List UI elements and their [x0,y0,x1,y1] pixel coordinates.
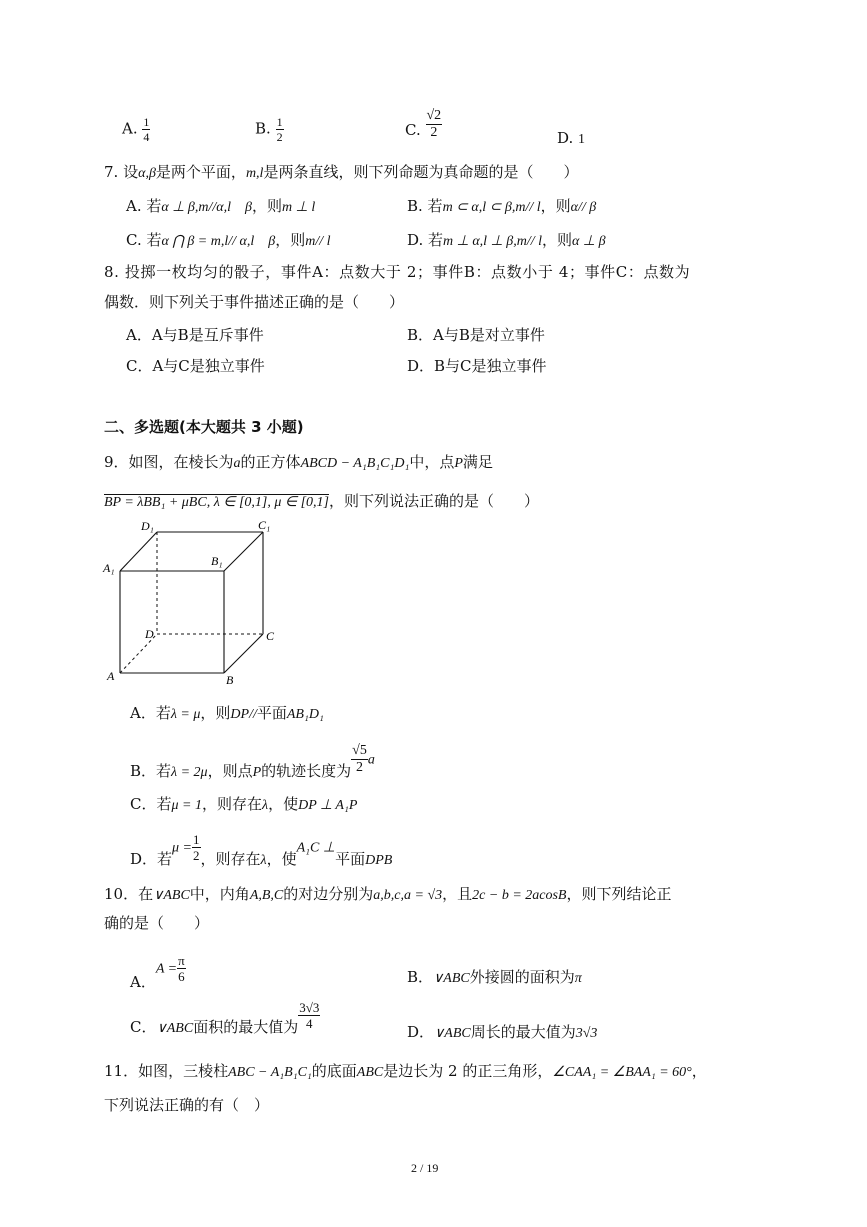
fraction: $\frac{1}{2}$ [276,115,283,144]
label-C: C [266,629,275,643]
q8-line2: 偶数．则下列关于事件描述正确的是（ ） [104,293,405,311]
q6-option-a: A. $\frac{1}{4}$ [122,115,150,144]
q8-line1: 8. 投掷一枚均匀的骰子，事件A：点数大于 2；事件B：点数小于 4；事件C：点数为 [104,263,691,281]
label-A: A [107,669,115,683]
q7-option-a: A. 若α ⊥ β,m//α,l β，则m ⊥ l [126,197,316,215]
q8-option-d: D．B与C是独立事件 [407,357,547,375]
page-number: 2 / 19 [411,1161,439,1175]
q8-option-a: A．A与B是互斥事件 [126,326,264,344]
q7-option-d: D. 若m ⊥ α,l ⊥ β,m// l，则α ⊥ β [407,231,606,249]
label-D: D [145,627,154,641]
q10-option-c: C．∨ABC面积的最大值为 $\frac{3√3}{4}$ [130,1000,320,1036]
q10-line1: 10．在∨ABC中，内角A,B,C的对边分别为a,b,c,a = √3，且2c − b = 2acosB，则下列结论正 [104,885,672,903]
q6-option-b: B. $\frac{1}{2}$ [255,115,283,144]
q7-stem: 7. 设α,β是两个平面，m,l是两条直线，则下列命题为真命题的是（ ） [104,163,579,181]
label-B: B [226,673,234,687]
label-C1: C₁ [258,518,271,532]
q6-option-c: C. $\frac{√2}{2}$ [405,108,442,140]
q7-option-c: C. 若α ⋂ β = m,l// α,l β，则m// l [126,231,331,249]
label-D1: D₁ [141,519,154,533]
q9-option-a: A．若λ = μ，则DP//平面AB₁D₁ [130,704,324,722]
fraction: $\frac{√2}{2}$ [426,108,442,140]
q9-option-c: C．若μ = 1，则存在λ，使DP ⊥ A₁P [130,795,358,813]
cube-figure [100,518,280,688]
q8-option-b: B．A与B是对立事件 [407,326,545,344]
q8-option-c: C．A与C是独立事件 [126,357,265,375]
q10-option-a: A．A = $\frac{\pi}{6}$ [130,953,185,991]
q11-line1: 11．如图，三棱柱ABC − A₁B₁C₁的底面ABC是边长为 2 的正三角形，∠CAA₁ = ∠BAA₁ = 60°， [104,1062,707,1080]
fraction: $\frac{1}{4}$ [143,115,150,144]
q7-option-b: B. 若m ⊂ α,l ⊂ β,m// l，则α// β [407,197,597,215]
q9-option-b: B．若λ = 2μ，则点P的轨迹长度为 $\frac{√5}{2}$ a [130,743,375,780]
q6-option-d: D. 1 [557,129,586,147]
q11-line2: 下列说法正确的有（ ） [104,1096,270,1114]
q9-line2: BP = λBB₁ + μBC, λ ∈ [0,1], μ ∈ [0,1]，则下列说法正确的是（ ） [104,492,539,510]
q10-option-d: D．∨ABC周长的最大值为3√3 [407,1023,598,1041]
label-A1: A₁ [103,561,115,575]
q10-line2: 确的是（ ） [104,914,210,932]
q9-line1: 9．如图，在棱长为a的正方体ABCD − A₁B₁C₁D₁中，点P满足 [104,453,493,471]
q9-option-d: D．若μ = $\frac{1}{2}$ ，则存在λ，使A₁C ⊥平面DPB [130,832,393,868]
q10-option-b: B．∨ABC外接圆的面积为π [407,968,582,986]
label-B1: B₁ [211,554,223,568]
section-heading: 二、多选题(本大题共 3 小题) [104,418,304,436]
